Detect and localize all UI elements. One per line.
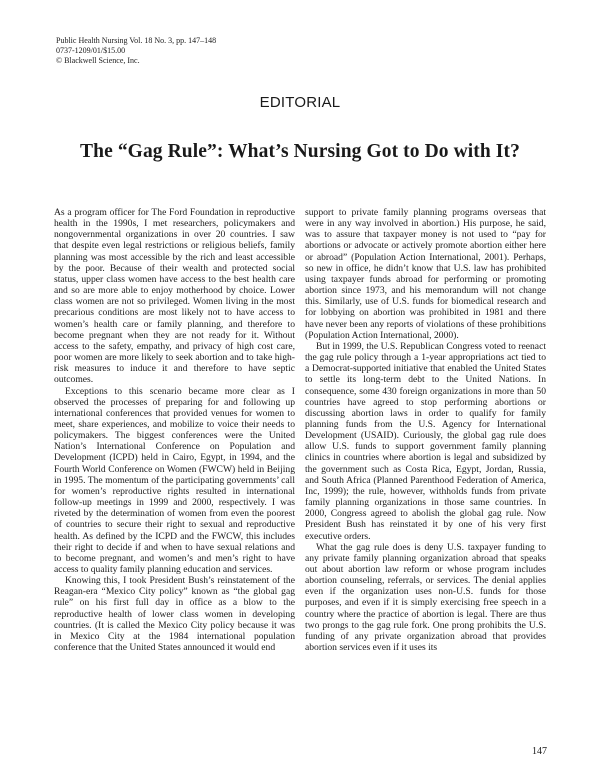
- paragraph: What the gag rule does is deny U.S. taxpayer funding to any private family planning organization abroad that speaks out about abortion law reform or whose program includes abortion counseling, referrals, or services. The denial applies even if the organization uses non-U.S. funds for those purposes, and even if it is simply exercising free speech in a country where the practice of abortion is legal. There are thus two prongs to the gag rule fork. One prong prohibits the U.S. funding of any private organization abroad that provides abortion services even if it uses its: [305, 541, 546, 654]
- copyright-line: © Blackwell Science, Inc.: [56, 56, 140, 65]
- journal-header: [56, 36, 216, 66]
- section-label: EDITORIAL: [259, 94, 341, 111]
- article-title: The “Gag Rule”: What’s Nursing Got to Do with It?: [80, 141, 520, 162]
- journal-citation: Public Health Nursing Vol. 18 No. 3, pp. 147–148: [56, 36, 217, 45]
- paragraph: But in 1999, the U.S. Republican Congress voted to reenact the gag rule policy through a 1-year appropriations act tied to a Democrat-supported initiative that enabled the United States to settle its long-term debt to the United Nations. In consequence, some 430 foreign organizations in more than 50 countries have agreed to stop performing abortions or discussing abortion laws in order to qualify for family planning funds from the U.S. Agency for International Development (USAID). Curiously, the global gag rule does allow U.S. funds to support government family planning clinics in countries where abortion is legal and subsidized by the government such as Costa Rica, Egypt, Jordan, Russia, and South Africa (Planned Parenthood Federation of America, Inc, 1999); the rule, however, withholds funds from private family planning organizations in those same countries. In 2000, Congress agreed to abolish the global gag rule. Now President Bush has reinstated it by one of his very first executive orders.: [305, 340, 546, 542]
- paragraph: support to private family planning programs overseas that were in any way involved in abortion.) His purpose, he said, was to assure that taxpayer money is not used to “pay for abortions or advocate or actively promote abortion either here or abroad” (Population Action International, 2001). Perhaps, so new in office, he didn’t know that U.S. law has prohibited using taxpayer funds abroad for performing or promoting abortion since 1973, and his memorandum will not change this. Similarly, use of U.S. funds for biomedical research and for lobbying on abortion was prohibited in 1981 and there have never been any reports of violations of these prohibitions (Population Action International, 2000).: [305, 207, 546, 341]
- paragraph: Knowing this, I took President Bush’s reinstatement of the Reagan-era “Mexico City policy” known as “the global gag rule” on his first full day in office as a blow to the reproductive health of lower class women in developing countries. (It is called the Mexico City policy because it was in Mexico City at the 1984 international population conference that the United States announced it would end: [54, 575, 295, 654]
- paragraph: Exceptions to this scenario became more clear as I observed the processes of preparing for and following up international conferences that provided venues for women to meet, share experiences, and mobilize to voice their needs to policymakers. The biggest conferences were the United Nation’s International Conference on Population and Development (ICPD) held in Cairo, Egypt, in 1994, and the Fourth World Conference on Women (FWCW) held in Beijing in 1995. The momentum of the participating governments’ call for women’s reproductive rights resulted in international follow-up meetings in 1999 and 2000, respectively. I was riveted by the determination of women from even the poorest of countries to secure their right to sexual and reproductive health. As defined by the ICPD and the FWCW, this includes their right to decide if and when to have sexual relations and to become pregnant, and women’s and men’s right to have access to quality family planning education and services.: [54, 385, 295, 575]
- right-column: [305, 207, 546, 653]
- paragraph: As a program officer for The Ford Foundation in reproductive health in the 1990s, I met researchers, policymakers and nongovernmental organizations in over 20 countries. I saw that despite even legal restrictions or religious beliefs, family planning was most accessible by the rich and least accessible by the poor. Because of their wealth and protected social status, upper class women have access to the best health care and so are more able to enjoy motherhood by choice. Lower class women are not so privileged. Women living in the most precarious conditions are most likely not to have access to women’s health care or family planning, and therefore to become pregnant when they are not ready for it. Without access to the safety, empathy, and privacy of high cost care, poor women are more likely to seek abortion and to take high-risk measures to induce it and therefore to have septic outcomes.: [54, 207, 295, 386]
- left-column: [54, 207, 295, 653]
- page-number: 147: [532, 746, 547, 757]
- issn-line: 0737-1209/01/$15.00: [56, 46, 126, 55]
